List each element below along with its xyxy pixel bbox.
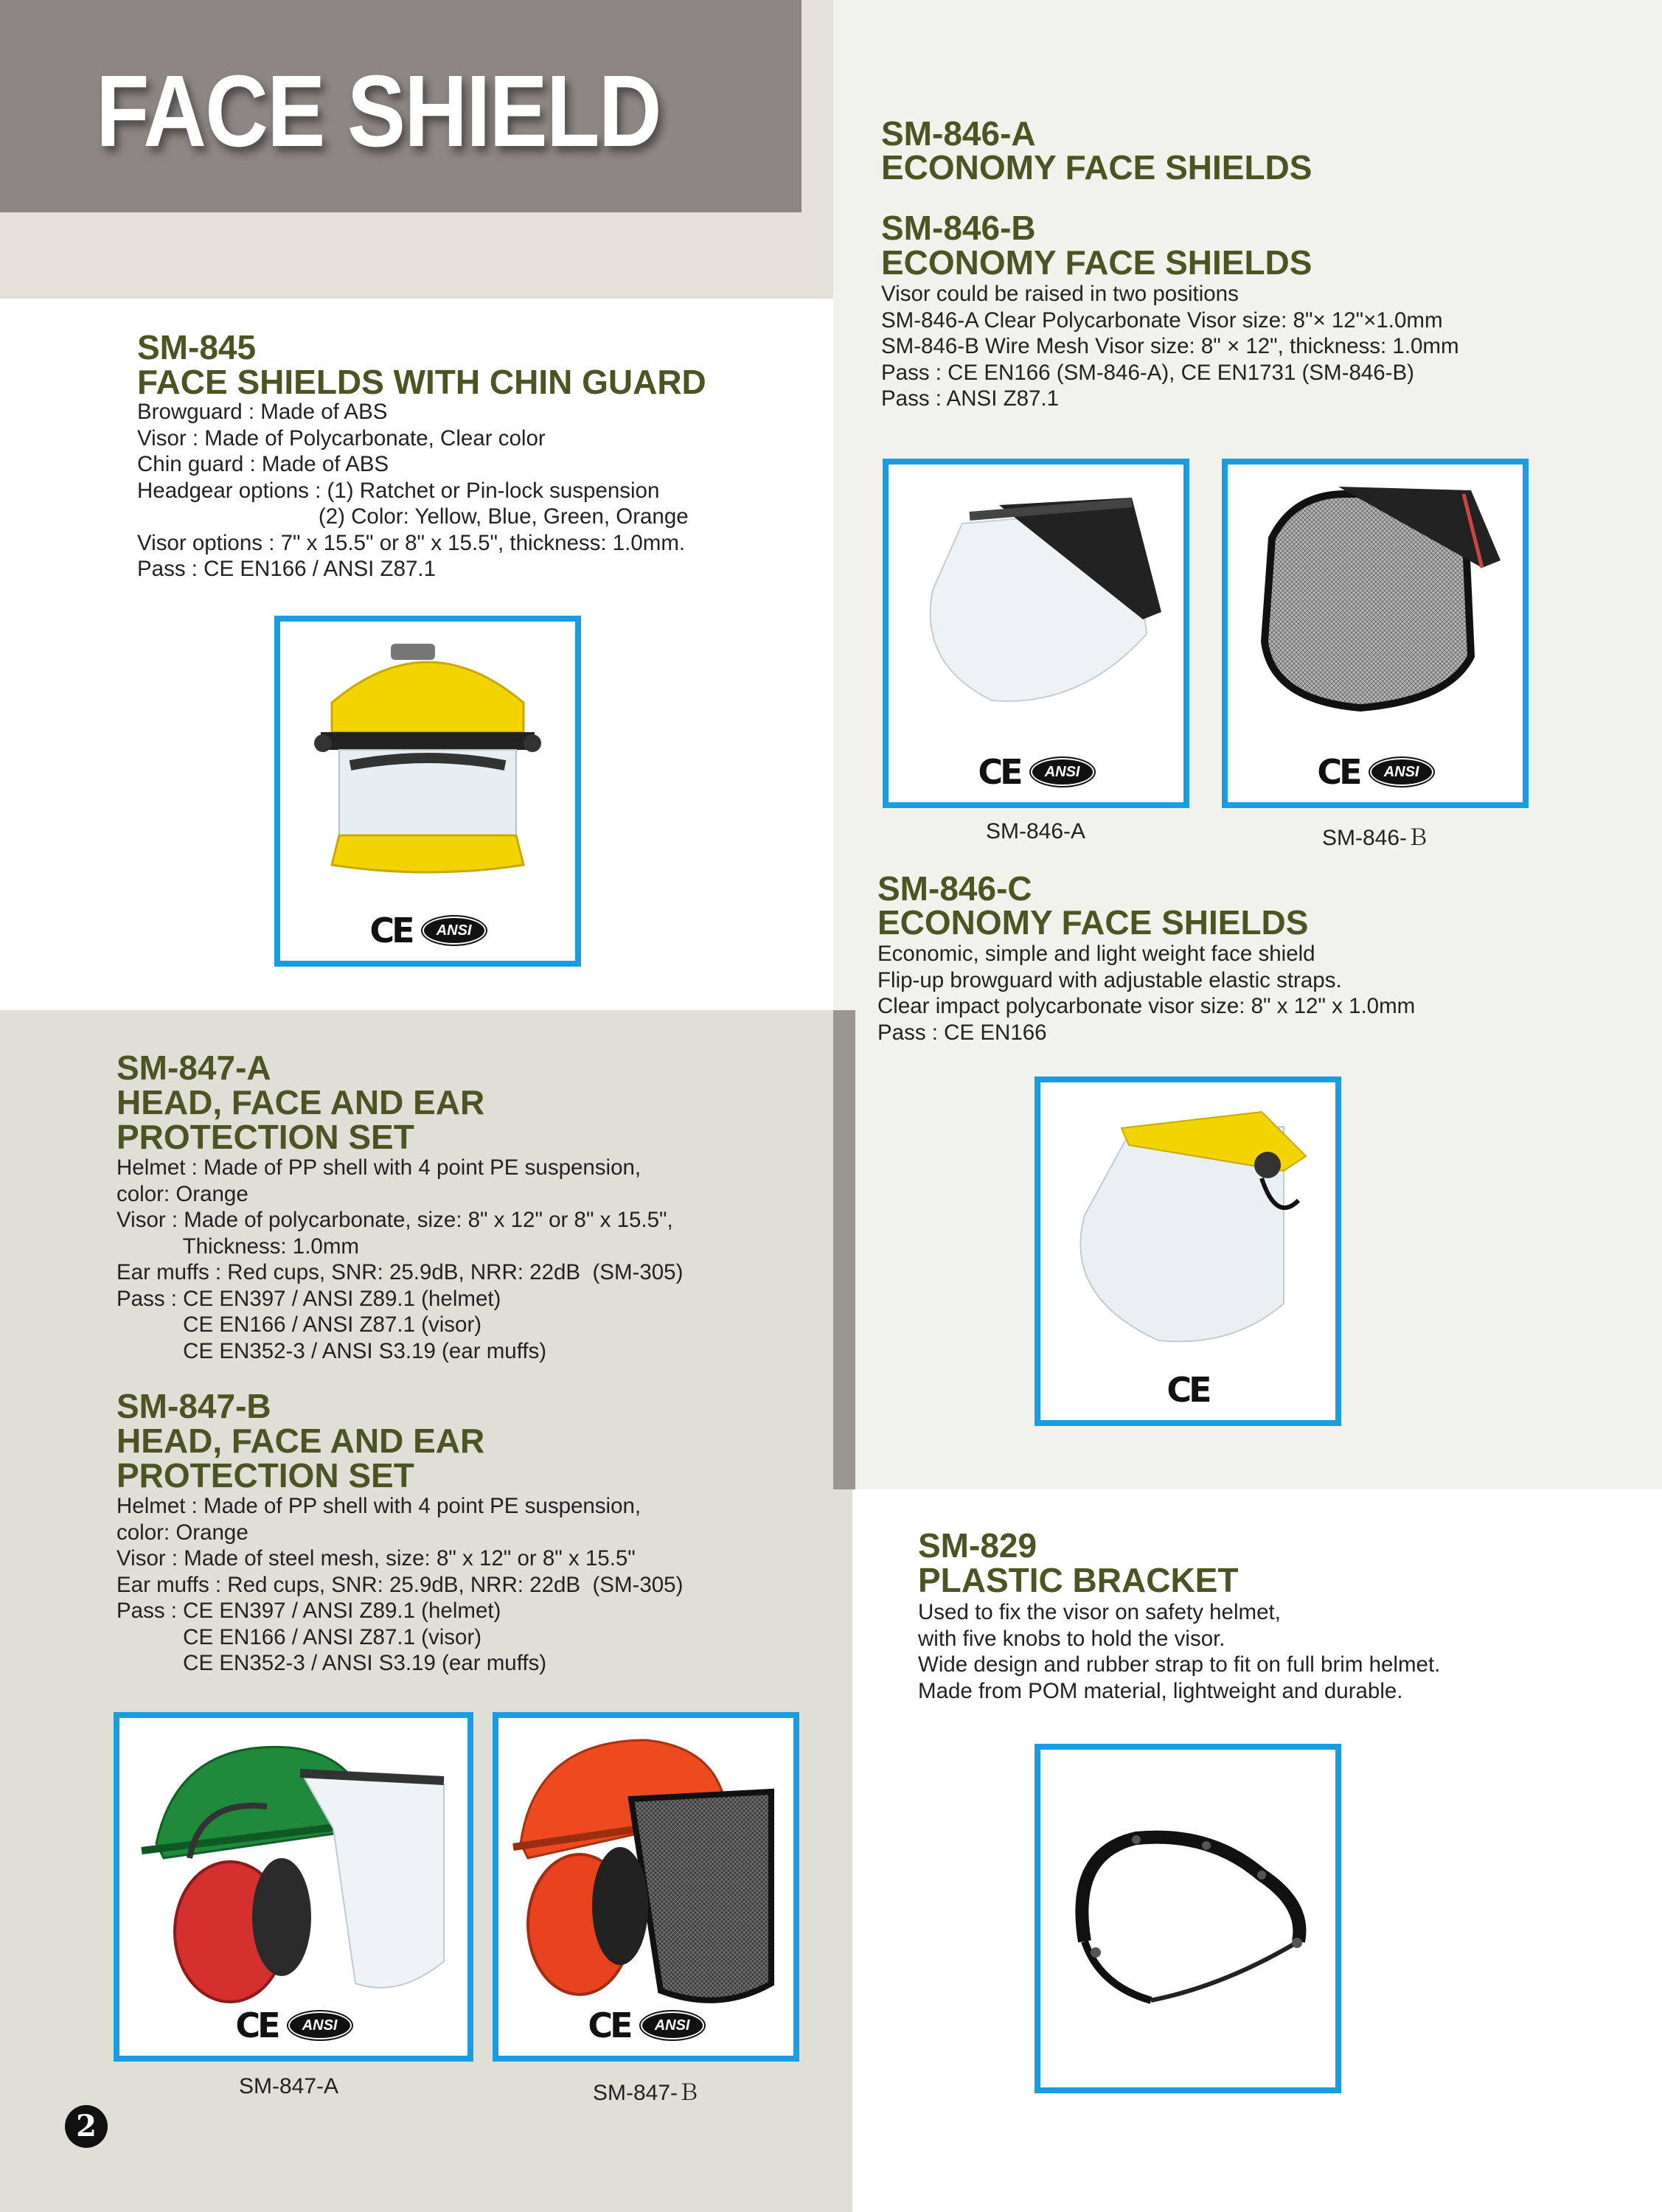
- clear-face-shield-image: [889, 465, 1183, 804]
- sm847a-photo: [114, 1712, 473, 2062]
- sm845-photo: [274, 616, 581, 967]
- plastic-bracket-image: [1040, 1750, 1335, 2089]
- sm847b-name-line2: PROTECTION SET: [117, 1456, 414, 1495]
- sm845-line: Browguard : Made of ABS: [137, 400, 388, 424]
- sm846c-line: Economic, simple and light weight face shield: [877, 942, 1315, 966]
- sm847b-photo: [493, 1712, 799, 2062]
- sm845-line: Chin guard : Made of ABS: [137, 452, 389, 476]
- orange-helmet-mesh-set-image: [498, 1718, 793, 2057]
- sm847b-line: Visor : Made of steel mesh, size: 8" x 12" or 8" x 15.5": [117, 1546, 636, 1571]
- sm829-line: Wide design and rubber strap to fit on full brim helmet.: [918, 1652, 1441, 1677]
- sm847b-line: CE EN166 / ANSI Z87.1 (visor): [117, 1624, 482, 1649]
- sm846b-line: SM-846-B Wire Mesh Visor size: 8" × 12", thickness: 1.0mm: [881, 334, 1459, 358]
- ansi-mark: ANSI: [641, 2011, 704, 2039]
- sm846c-photo: [1035, 1077, 1341, 1426]
- sm847b-cert-marks: [498, 2006, 793, 2045]
- sm847a-line: Visor : Made of polycarbonate, size: 8" x 12" or 8" x 15.5",: [117, 1208, 673, 1232]
- ansi-mark: ANSI: [1031, 758, 1094, 786]
- sm846a-name: ECONOMY FACE SHIELDS: [881, 148, 1312, 187]
- sm847a-line: Ear muffs : Red cups, SNR: 25.9dB, NRR: 22dB (SM-305): [117, 1260, 684, 1284]
- sm845-line: Visor options : 7" x 15.5" or 8" x 15.5", thickness: 1.0mm.: [137, 530, 686, 555]
- sm847b-description: [117, 1493, 683, 1677]
- sm846c-line: Clear impact polycarbonate visor size: 8" x 12" x 1.0mm: [877, 994, 1416, 1018]
- face-shield-chin-guard-image: [280, 622, 575, 961]
- sm846c-line: Pass : CE EN166: [877, 1020, 1047, 1045]
- sm845-description: [137, 399, 689, 582]
- sm847a-caption: SM-847-A: [239, 2074, 339, 2098]
- sm846b-line: Pass : CE EN166 (SM-846-A), CE EN1731 (SM-846-B): [881, 360, 1414, 385]
- sm846a-model: SM-846-A: [881, 114, 1036, 153]
- sm847a-name-line1: HEAD, FACE AND EAR: [117, 1083, 485, 1121]
- sm847b-line: Helmet : Made of PP shell with 4 point PE suspension,: [117, 1494, 641, 1518]
- sm846b-model: SM-846-B: [881, 209, 1036, 247]
- vertical-divider: [833, 1010, 855, 1489]
- sm847b-line: Ear muffs : Red cups, SNR: 25.9dB, NRR: 22dB (SM-305): [117, 1572, 684, 1597]
- sm847a-name-line2: PROTECTION SET: [117, 1118, 414, 1156]
- page-title: FACE SHIELD: [96, 55, 661, 168]
- sm847a-line: Helmet : Made of PP shell with 4 point PE suspension,: [117, 1155, 641, 1180]
- sm847a-line: color: Orange: [117, 1181, 248, 1206]
- sm846b-line: Visor could be raised in two positions: [881, 282, 1239, 306]
- sm845-model: SM-845: [137, 328, 257, 366]
- sm847b-line: Pass : CE EN397 / ANSI Z89.1 (helmet): [117, 1599, 501, 1623]
- ce-mark: CE: [369, 911, 412, 950]
- sm829-line: with five knobs to hold the visor.: [918, 1626, 1225, 1651]
- page-number: 2: [65, 2105, 108, 2148]
- sm845-line: Pass : CE EN166 / ANSI Z87.1: [137, 557, 436, 581]
- sm845-line: (2) Color: Yellow, Blue, Green, Orange: [137, 504, 689, 529]
- sm846b-name: ECONOMY FACE SHIELDS: [881, 243, 1312, 282]
- sm846c-description: [877, 941, 1415, 1046]
- sm846c-model: SM-846-C: [877, 869, 1032, 908]
- sm829-description: [918, 1599, 1440, 1704]
- sm846a-cert-marks: [889, 752, 1183, 792]
- sm847a-line: CE EN352-3 / ANSI S3.19 (ear muffs): [117, 1338, 547, 1363]
- sm847b-line: color: Orange: [117, 1520, 248, 1545]
- sm846b-photo: [1222, 459, 1529, 808]
- sm846a-photo: [883, 459, 1189, 808]
- mesh-face-shield-image: [1228, 465, 1523, 804]
- sm845-name: FACE SHIELDS WITH CHIN GUARD: [137, 363, 706, 401]
- sm847b-caption: SM-847-Ｂ: [593, 2081, 700, 2105]
- sm846b-cert-marks: [1228, 752, 1523, 792]
- sm846c-name: ECONOMY FACE SHIELDS: [877, 903, 1309, 942]
- sm829-name: PLASTIC BRACKET: [918, 1561, 1239, 1599]
- sm846b-line: SM-846-A Clear Polycarbonate Visor size: 8"× 12"×1.0mm: [881, 307, 1443, 333]
- sm845-line: Headgear options : (1) Ratchet or Pin-lock suspension: [137, 478, 660, 503]
- sm847a-description: [117, 1155, 683, 1364]
- sm829-model: SM-829: [918, 1526, 1037, 1565]
- sm847a-line: CE EN166 / ANSI Z87.1 (visor): [117, 1312, 482, 1337]
- sm846c-line: Flip-up browguard with adjustable elastic straps.: [877, 967, 1342, 992]
- ce-mark: CE: [235, 2006, 278, 2045]
- sm845-line: Visor : Made of Polycarbonate, Clear color: [137, 425, 546, 451]
- sm847b-line: CE EN352-3 / ANSI S3.19 (ear muffs): [117, 1651, 547, 1675]
- sm847a-cert-marks: [119, 2006, 467, 2045]
- sm846b-line: Pass : ANSI Z87.1: [881, 386, 1060, 411]
- ansi-mark: ANSI: [423, 917, 486, 945]
- sm829-photo: [1035, 1744, 1341, 2093]
- sm847a-model: SM-847-A: [117, 1048, 271, 1087]
- sm829-line: Made from POM material, lightweight and durable.: [918, 1678, 1403, 1703]
- ansi-mark: ANSI: [288, 2011, 352, 2039]
- sm846a-caption: SM-846-A: [986, 819, 1086, 844]
- sm846b-caption: SM-846-Ｂ: [1322, 826, 1430, 850]
- sm845-cert-marks: [280, 911, 575, 950]
- sm846b-description: [881, 281, 1459, 412]
- ce-mark: CE: [588, 2006, 630, 2045]
- ansi-mark: ANSI: [1370, 758, 1433, 786]
- ce-mark: CE: [1317, 752, 1360, 792]
- sm847b-name-line1: HEAD, FACE AND EAR: [117, 1422, 485, 1460]
- ce-mark: CE: [1166, 1370, 1209, 1410]
- green-helmet-visor-set-image: [119, 1718, 467, 2057]
- sm846c-cert-marks: [1040, 1370, 1335, 1410]
- sm847a-line: Pass : CE EN397 / ANSI Z89.1 (helmet): [117, 1286, 501, 1311]
- sm847b-model: SM-847-B: [117, 1387, 271, 1425]
- ce-mark: CE: [978, 752, 1021, 792]
- sm829-line: Used to fix the visor on safety helmet,: [918, 1600, 1281, 1624]
- sm847a-line: Thickness: 1.0mm: [117, 1234, 359, 1259]
